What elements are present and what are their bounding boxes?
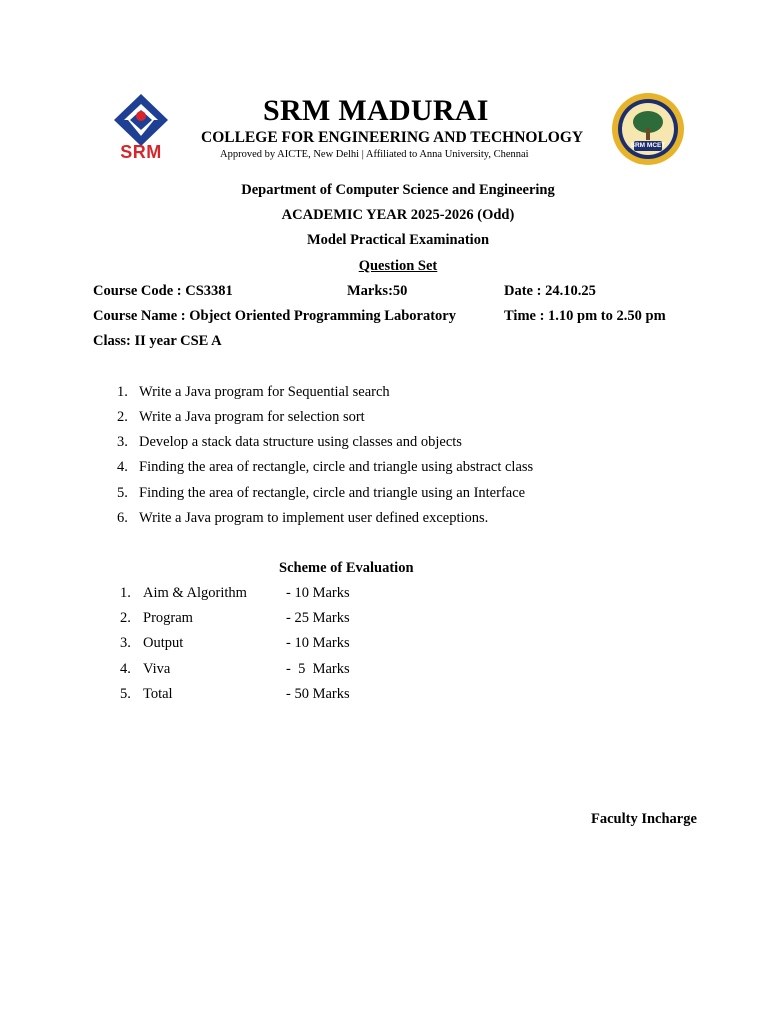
approval-line: Approved by AICTE, New Delhi | Affiliated to Anna University, Chennai [220,149,529,160]
seal-tree-icon [610,92,686,166]
class-name: Class: II year CSE A [93,333,222,349]
academic-year: ACADEMIC YEAR 2025-2026 (Odd) [281,207,515,223]
faculty-signature-label: Faculty Incharge [591,811,697,827]
course-code: Course Code : CS3381 [93,283,233,299]
srm-logo [108,92,174,164]
marks: Marks:50 [347,283,408,299]
list-item: 5. Finding the area of rectangle, circle and triangle using an Interface [117,485,526,501]
table-row: 2. Program - 25 Marks [120,610,350,626]
list-item: 4. Finding the area of rectangle, circle and triangle using abstract class [117,459,534,475]
table-row: 4. Viva - 5 Marks [120,661,350,677]
list-item: 1. Write a Java program for Sequential search [117,384,390,400]
srm-mcet-seal [610,92,686,166]
list-item: 6. Write a Java program to implement user defined exceptions. [117,510,489,526]
seal-label: SRM MCET [630,142,666,149]
college-name: SRM MADURAI [263,94,489,127]
table-row: 1. Aim & Algorithm - 10 Marks [120,585,350,601]
srm-logo-text: SRM [120,142,162,162]
table-row: 5. Total - 50 Marks [120,686,350,702]
exam-date: Date : 24.10.25 [504,283,596,299]
exam-title: Model Practical Examination [306,232,490,248]
question-set-title: Question Set [358,258,438,274]
college-subtitle: COLLEGE FOR ENGINEERING AND TECHNOLOGY [201,129,584,146]
list-item: 3. Develop a stack data structure using classes and objects [117,434,462,450]
list-item: 2. Write a Java program for selection sort [117,409,365,425]
exam-time: Time : 1.10 pm to 2.50 pm [504,308,666,324]
scheme-title: Scheme of Evaluation [279,560,414,576]
department-heading: Department of Computer Science and Engineering [241,182,555,198]
table-row: 3. Output - 10 Marks [120,635,350,651]
course-name: Course Name : Object Oriented Programming Laboratory [93,308,456,324]
